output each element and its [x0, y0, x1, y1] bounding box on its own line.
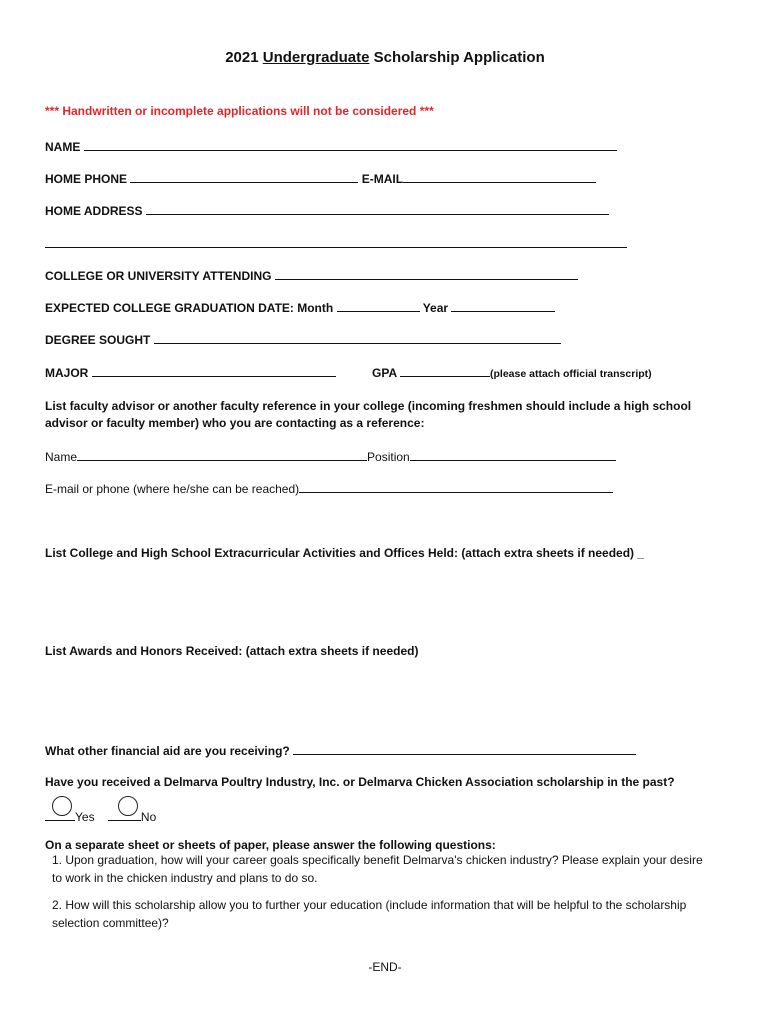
- grad-date-label: EXPECTED COLLEGE GRADUATION DATE: Month: [45, 301, 334, 315]
- name-row: [45, 139, 617, 154]
- yes-no-row: [45, 809, 156, 824]
- separate-sheet-instruction: On a separate sheet or sheets of paper, please answer the following questions:: [45, 838, 496, 852]
- no-blank: [108, 809, 141, 821]
- name-field[interactable]: [84, 139, 617, 151]
- past-scholarship-question: Have you received a Delmarva Poultry Industry, Inc. or Delmarva Chicken Association scholarship in the past?: [45, 775, 675, 789]
- degree-row: [45, 332, 561, 347]
- advisor-prompt: List faculty advisor or another faculty reference in your college (incoming freshmen should include a high school advisor or faculty member) who you are contacting as a reference:: [45, 399, 692, 430]
- grad-month-field[interactable]: [337, 300, 420, 312]
- question-2: 2. How will this scholarship allow you to further your education (include information that will be helpful to the scholarship selection committee)?: [52, 898, 687, 930]
- advisor-contact-field[interactable]: [299, 481, 613, 493]
- financial-aid-row: [45, 743, 636, 758]
- name-label: NAME: [45, 140, 81, 154]
- awards-prompt: List Awards and Honors Received: (attach extra sheets if needed): [45, 644, 419, 658]
- advisor-name-label: Name: [45, 450, 78, 464]
- degree-field[interactable]: [154, 332, 561, 344]
- question-1: 1. Upon graduation, how will your career goals specifically benefit Delmarva's chicken industry? Please explain your desire to work in the chicken industry and plans to do so.: [52, 853, 703, 885]
- no-label: No: [140, 810, 157, 824]
- page-title: 2021 Undergraduate Scholarship Application: [225, 49, 545, 66]
- major-label: MAJOR: [45, 366, 89, 380]
- college-label: COLLEGE OR UNIVERSITY ATTENDING: [45, 269, 272, 283]
- college-row: [45, 268, 578, 283]
- gpa-label: GPA: [372, 366, 397, 380]
- phone-email-row: [45, 171, 596, 186]
- grad-year-field[interactable]: [451, 300, 555, 312]
- home-address-label: HOME ADDRESS: [45, 204, 143, 218]
- home-address-field[interactable]: [146, 203, 609, 215]
- gpa-field[interactable]: [400, 365, 490, 377]
- transcript-note: (please attach official transcript): [490, 368, 652, 380]
- email-label: E-MAIL: [361, 172, 404, 186]
- end-marker: -END-: [368, 960, 402, 974]
- home-address-row: [45, 203, 609, 218]
- grad-date-row: [45, 300, 555, 315]
- major-row: [45, 365, 336, 380]
- gpa-row: [372, 365, 652, 381]
- activities-prompt: List College and High School Extracurricular Activities and Offices Held: (attach extra sheets if needed) _: [45, 546, 645, 560]
- advisor-position-field[interactable]: [410, 449, 616, 461]
- title-underlined-word: Undergraduate: [262, 49, 370, 66]
- warning-text: *** Handwritten or incomplete applications will not be considered ***: [45, 104, 434, 118]
- advisor-position-label: Position: [367, 450, 410, 464]
- advisor-contact-label: E-mail or phone (where he/she can be reached): [45, 482, 300, 496]
- major-field[interactable]: [92, 365, 336, 377]
- home-address-line-2-field[interactable]: [45, 236, 627, 248]
- advisor-contact-row: [45, 481, 613, 496]
- home-phone-field[interactable]: [130, 171, 358, 183]
- email-field[interactable]: [403, 171, 596, 183]
- advisor-row: [45, 449, 616, 464]
- address-line-2-row: [45, 236, 627, 251]
- advisor-name-field[interactable]: [77, 449, 367, 461]
- financial-aid-label: What other financial aid are you receiving?: [45, 744, 290, 758]
- yes-blank: [45, 809, 75, 821]
- financial-aid-field[interactable]: [293, 743, 636, 755]
- degree-label: DEGREE SOUGHT: [45, 333, 151, 347]
- grad-year-label: Year: [422, 301, 449, 315]
- home-phone-label: HOME PHONE: [45, 172, 128, 186]
- college-field[interactable]: [275, 268, 578, 280]
- yes-label: Yes: [75, 810, 95, 824]
